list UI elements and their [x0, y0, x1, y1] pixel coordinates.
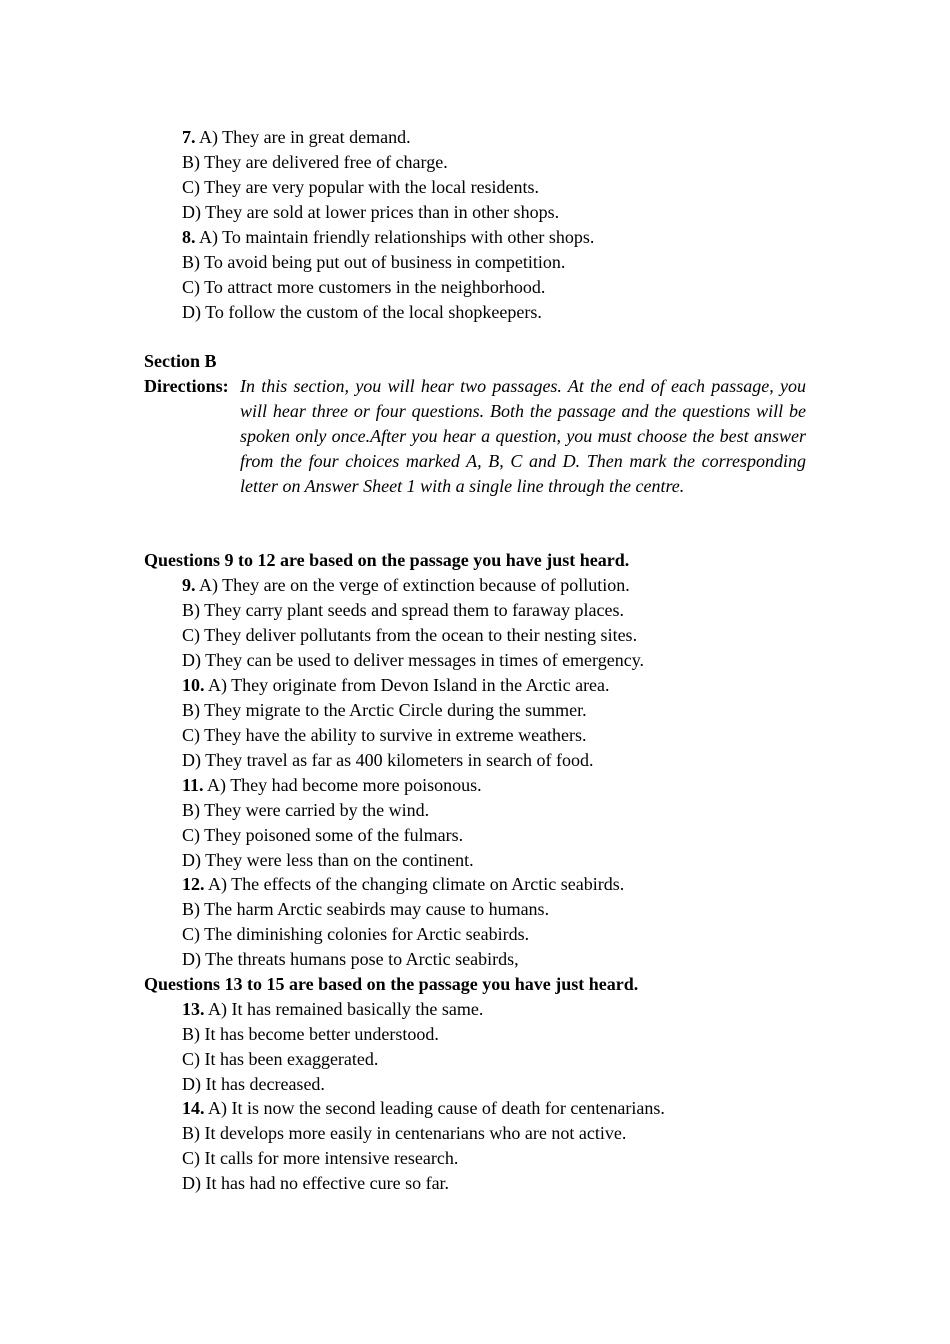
question-14-option-c: C) It calls for more intensive research. — [182, 1148, 459, 1168]
question-7-option-b: B) They are delivered free of charge. — [182, 152, 448, 172]
question-9-option-a — [182, 573, 630, 598]
question-13-option-b: B) It has become better understood. — [182, 1024, 439, 1044]
question-8-option-c: C) To attract more customers in the neighborhood. — [182, 277, 546, 297]
question-8-option-a — [182, 225, 594, 250]
question-7-option-d: D) They are sold at lower prices than in other shops. — [182, 202, 560, 222]
option-text: A) The effects of the changing climate on Arctic seabirds. — [204, 874, 625, 894]
question-11-option-b: B) They were carried by the wind. — [182, 800, 430, 820]
question-10-option-c: C) They have the ability to survive in extreme weathers. — [182, 725, 587, 745]
option-text: A) They originate from Devon Island in the Arctic area. — [204, 675, 610, 695]
question-number: 8. — [182, 227, 196, 247]
option-text: A) They are on the verge of extinction because of pollution. — [195, 575, 630, 595]
question-13-option-c: C) It has been exaggerated. — [182, 1049, 379, 1069]
question-9-option-d: D) They can be used to deliver messages in times of emergency. — [182, 650, 645, 670]
question-14-option-a — [182, 1096, 665, 1121]
question-10-option-a — [182, 673, 610, 698]
question-number: 14. — [182, 1098, 205, 1118]
question-10-option-d: D) They travel as far as 400 kilometers in search of food. — [182, 750, 594, 770]
question-11-option-c: C) They poisoned some of the fulmars. — [182, 825, 464, 845]
question-14-option-b: B) It develops more easily in centenarians who are not active. — [182, 1123, 627, 1143]
section-title: Section B — [144, 351, 217, 371]
group-heading-9-12: Questions 9 to 12 are based on the passage you have just heard. — [144, 550, 630, 570]
question-9-option-b: B) They carry plant seeds and spread them to faraway places. — [182, 600, 624, 620]
question-12-option-d: D) The threats humans pose to Arctic seabirds, — [182, 949, 519, 969]
option-text: A) They are in great demand. — [195, 127, 411, 147]
option-text: A) To maintain friendly relationships with other shops. — [195, 227, 595, 247]
directions-label: Directions: — [144, 376, 229, 396]
question-12-option-a — [182, 872, 624, 897]
question-number: 9. — [182, 575, 196, 595]
question-number: 7. — [182, 127, 196, 147]
directions-text: In this section, you will hear two passages. At the end of each passage, you will hear three or four questions. Both the passage and the questions will be spoken only once.After you hear a question, you must choose the best answer from the four choices marked A, B, C and D. Then mark the corresponding letter on Answer Sheet 1 with a single line through the centre. — [240, 376, 806, 496]
question-13-option-d: D) It has decreased. — [182, 1074, 325, 1094]
question-9-option-c: C) They deliver pollutants from the ocean to their nesting sites. — [182, 625, 638, 645]
question-number: 10. — [182, 675, 205, 695]
option-text: A) It is now the second leading cause of death for centenarians. — [204, 1098, 665, 1118]
question-12-option-b: B) The harm Arctic seabirds may cause to humans. — [182, 899, 550, 919]
group-heading-13-15: Questions 13 to 15 are based on the passage you have just heard. — [144, 974, 639, 994]
question-11-option-a — [182, 773, 482, 798]
question-10-option-b: B) They migrate to the Arctic Circle during the summer. — [182, 700, 587, 720]
question-8-option-b: B) To avoid being put out of business in competition. — [182, 252, 566, 272]
option-text: A) They had become more poisonous. — [203, 775, 482, 795]
question-number: 11. — [182, 775, 204, 795]
question-12-option-c: C) The diminishing colonies for Arctic seabirds. — [182, 924, 530, 944]
question-7-option-a — [182, 125, 411, 150]
question-8-option-d: D) To follow the custom of the local shopkeepers. — [182, 302, 542, 322]
question-7-option-c: C) They are very popular with the local residents. — [182, 177, 540, 197]
question-number: 13. — [182, 999, 205, 1019]
question-number: 12. — [182, 874, 205, 894]
question-14-option-d: D) It has had no effective cure so far. — [182, 1173, 450, 1193]
question-13-option-a — [182, 997, 483, 1022]
option-text: A) It has remained basically the same. — [204, 999, 484, 1019]
question-11-option-d: D) They were less than on the continent. — [182, 850, 474, 870]
